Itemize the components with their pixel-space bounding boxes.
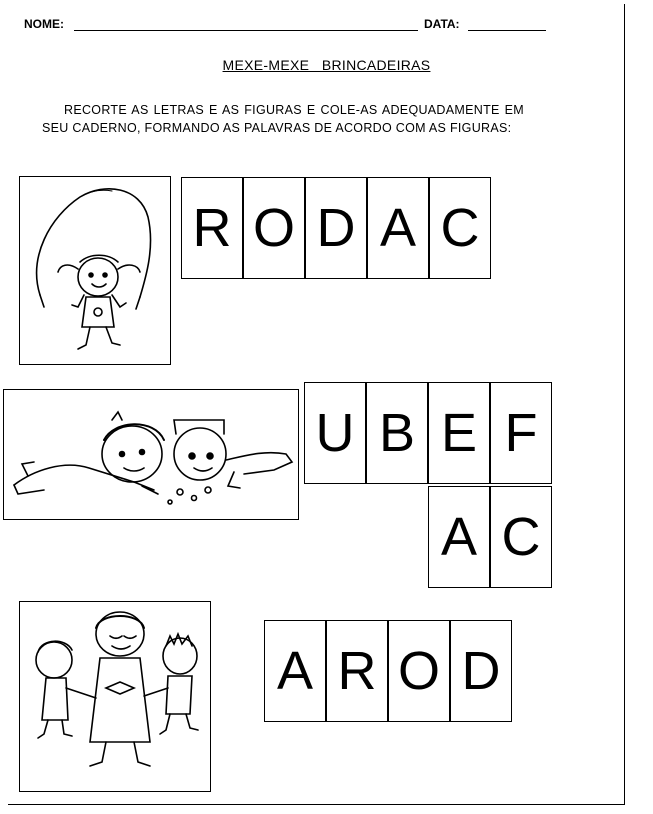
worksheet-title: MEXE-MEXE BRINCADEIRAS — [222, 57, 431, 73]
letter-tile[interactable]: B — [366, 382, 428, 484]
figure-frame-3 — [19, 601, 211, 792]
letter-tile[interactable]: D — [305, 177, 367, 279]
letter-tile[interactable]: C — [429, 177, 491, 279]
figure-frame-2 — [3, 389, 299, 520]
letter-tile[interactable]: F — [490, 382, 552, 484]
date-line — [468, 30, 546, 31]
letter-tile[interactable]: O — [243, 177, 305, 279]
letter-tile[interactable]: C — [490, 486, 552, 588]
letter-tile[interactable]: U — [304, 382, 366, 484]
children-circle-dance-illustration — [20, 602, 210, 790]
letter-tile[interactable]: E — [428, 382, 490, 484]
instructions: RECORTE AS LETRAS E AS FIGURAS E COLE-AS ADEQUADAMENTE EM SEU CADERNO, FORMANDO AS PALAVRAS DE ACORDO COM AS FIGURAS: — [42, 103, 524, 135]
letter-tile[interactable]: R — [326, 620, 388, 722]
letter-tile[interactable]: A — [264, 620, 326, 722]
name-line — [74, 30, 418, 31]
figure-frame-1 — [19, 176, 171, 365]
letter-tile[interactable]: A — [428, 486, 490, 588]
letter-tile[interactable]: D — [450, 620, 512, 722]
date-label: DATA: — [424, 17, 460, 31]
name-label: NOME: — [24, 17, 64, 31]
letter-tile[interactable]: R — [181, 177, 243, 279]
letter-tile[interactable]: A — [367, 177, 429, 279]
boys-playing-marbles-illustration — [4, 390, 298, 518]
girl-jumping-rope-illustration — [20, 177, 170, 363]
letter-tile[interactable]: O — [388, 620, 450, 722]
